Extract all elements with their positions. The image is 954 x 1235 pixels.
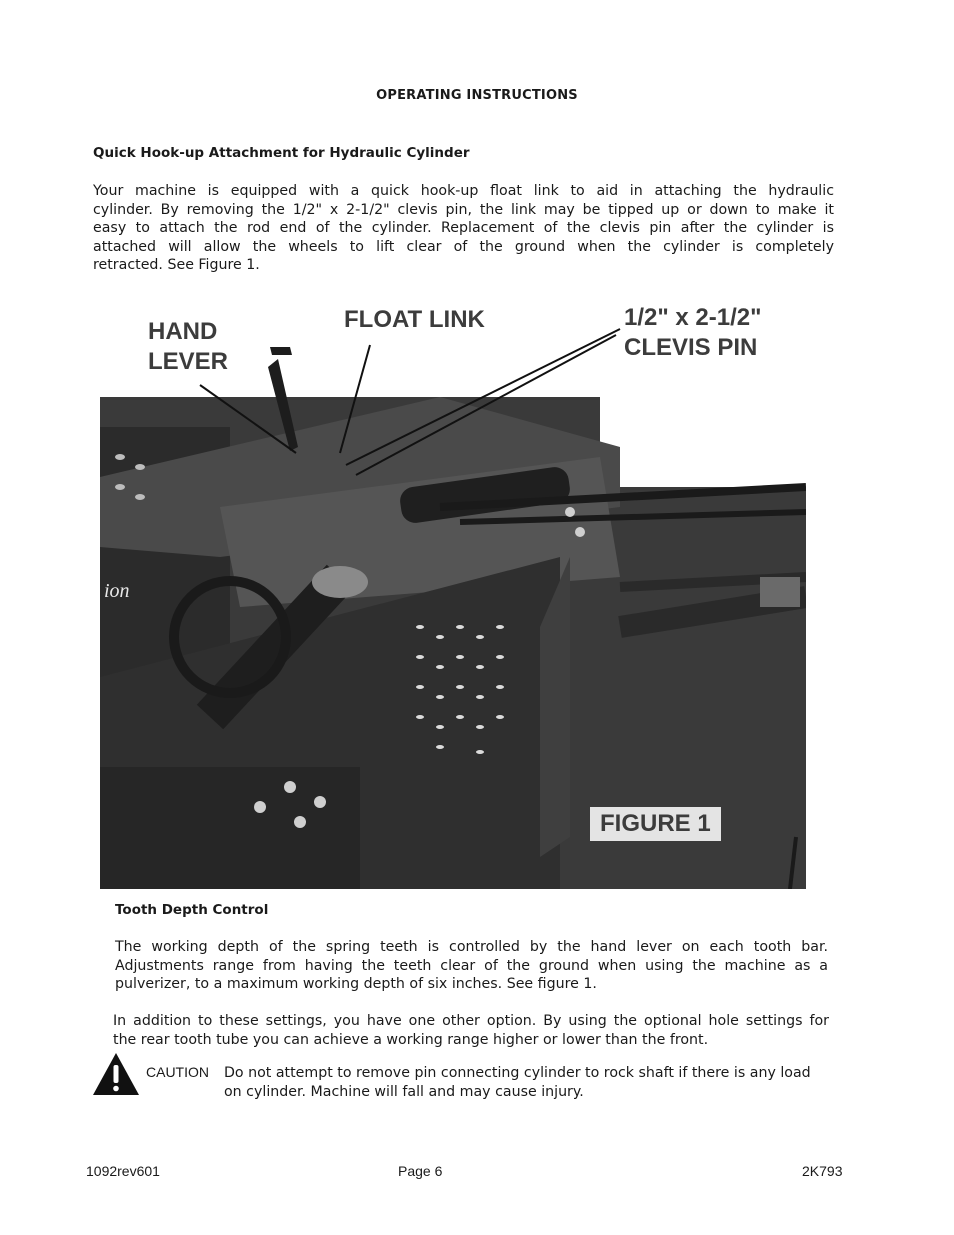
options-paragraph xyxy=(113,1012,829,1049)
caution-notice xyxy=(92,1052,832,1102)
paragraph-line: pulverizer, to a maximum working depth of six inches. See figure 1. xyxy=(115,976,597,992)
paragraph-line: the rear tooth tube you can achieve a working range higher or lower than the front. xyxy=(113,1031,709,1048)
clevis-label-line-1: 1/2" x 2-1/2" xyxy=(624,304,762,331)
tube-clamp xyxy=(312,566,368,598)
caution-line: on cylinder. Machine will fall and may cause injury. xyxy=(224,1083,584,1100)
paragraph-line: The working depth of the spring teeth is controlled by the hand lever on each tooth bar. xyxy=(115,939,828,955)
lower-plate xyxy=(100,767,360,889)
section-title-tooth-depth: Tooth Depth Control xyxy=(115,902,269,918)
hand-lever-label xyxy=(148,317,228,377)
float-link-label: FLOAT LINK xyxy=(344,306,485,333)
paragraph-line: Your machine is equipped with a quick hook-up float link to aid in attaching the hydraulic xyxy=(93,183,834,199)
hand-label-line-2: LEVER xyxy=(148,348,229,375)
footer-part-number: 2K793 xyxy=(802,1163,843,1179)
brand-decal: ion xyxy=(104,580,130,602)
paragraph-line: cylinder. By removing the 1/2" x 2-1/2" clevis pin, the link may be tipped up or down to make it xyxy=(93,201,834,218)
paragraph-line: easy to attach the rod end of the cylinder. Replacement of the clevis pin after the cylinder is xyxy=(93,220,834,236)
clevis-label-line-2: CLEVIS PIN xyxy=(624,334,758,361)
hookup-paragraph xyxy=(93,182,834,275)
paragraph-line: attached will allow the wheels to lift clear of the ground when the cylinder is completely xyxy=(93,238,834,255)
footer-page-number: Page 6 xyxy=(398,1163,443,1179)
spring xyxy=(760,577,800,607)
footer-doc-id: 1092rev601 xyxy=(86,1163,160,1179)
clevis-pin-label xyxy=(624,303,762,363)
hand-label-line-1: HAND xyxy=(148,318,218,345)
machine-photo-illustration xyxy=(100,297,806,889)
paragraph-line: Adjustments range from having the teeth clear of the ground when using the machine as a xyxy=(115,957,828,974)
figure-photo xyxy=(100,297,806,889)
figure-caption: FIGURE 1 xyxy=(590,807,721,841)
section-title-hookup: Quick Hook-up Attachment for Hydraulic Cylinder xyxy=(93,145,470,161)
hand-lever-grip xyxy=(270,347,292,355)
tooth-depth-paragraph xyxy=(115,938,828,994)
paragraph-line: In addition to these settings, you have one other option. By using the optional hole settings for xyxy=(113,1013,829,1029)
page-heading: OPERATING INSTRUCTIONS xyxy=(376,88,578,103)
caution-label: CAUTION xyxy=(146,1064,209,1080)
paragraph-line: retracted. See Figure 1. xyxy=(93,257,260,273)
caution-line: Do not attempt to remove pin connecting cylinder to rock shaft if there is any load xyxy=(224,1065,811,1081)
caution-message xyxy=(224,1064,830,1101)
warning-triangle-icon xyxy=(92,1052,140,1096)
